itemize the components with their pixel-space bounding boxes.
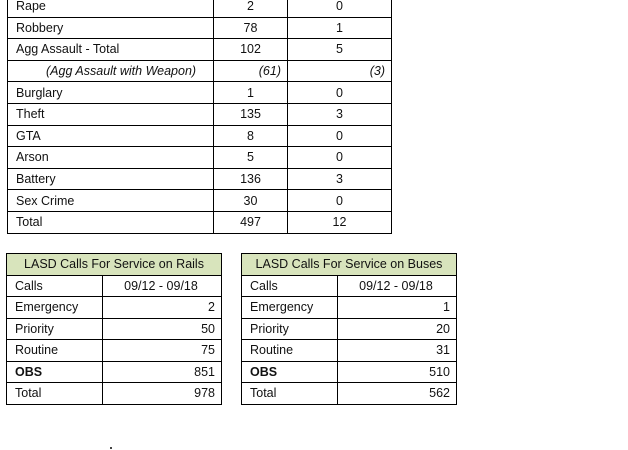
crime-total-label: Total [8, 211, 214, 233]
call-count-cell: 20 [338, 318, 457, 340]
crime-count-cell: 0 [288, 190, 392, 212]
crime-count-cell: 3 [288, 103, 392, 125]
crime-type-label: Robbery [8, 17, 214, 39]
call-type-label: OBS [7, 361, 103, 383]
column-header: Calls [7, 275, 103, 297]
crime-count-cell: 1 [288, 17, 392, 39]
crime-count-cell: 135 [214, 103, 288, 125]
crime-count-cell: 5 [214, 147, 288, 169]
table-row [8, 168, 392, 190]
table-row [242, 340, 457, 362]
table-row [8, 17, 392, 39]
call-total-label: Total [7, 383, 103, 405]
table-header-row [7, 275, 222, 297]
table-row [242, 318, 457, 340]
crime-count-cell: 102 [214, 39, 288, 61]
call-type-label: Emergency [7, 297, 103, 319]
call-count-cell: 510 [338, 361, 457, 383]
stray-mark [110, 447, 112, 449]
call-type-label: OBS [242, 361, 338, 383]
crime-type-label: Burglary [8, 82, 214, 104]
column-header: 09/12 - 09/18 [338, 275, 457, 297]
crime-type-label: Rape [8, 0, 214, 17]
crime-type-label: GTA [8, 125, 214, 147]
table-row [242, 297, 457, 319]
table-row [7, 361, 222, 383]
buses-calls-table [241, 253, 457, 405]
table-row [8, 39, 392, 61]
call-type-label: Priority [242, 318, 338, 340]
table-header-row [242, 275, 457, 297]
crime-type-label: Battery [8, 168, 214, 190]
crime-count-cell: 3 [288, 168, 392, 190]
table-row [8, 190, 392, 212]
table-row [7, 297, 222, 319]
table-row-total [8, 211, 392, 233]
rails-calls-table [6, 253, 222, 405]
table-row [8, 103, 392, 125]
call-total-label: Total [242, 383, 338, 405]
table-row [8, 125, 392, 147]
table-row [7, 318, 222, 340]
table-row [8, 147, 392, 169]
crime-count-cell: 136 [214, 168, 288, 190]
crime-count-cell: 0 [288, 0, 392, 17]
call-count-cell: 31 [338, 340, 457, 362]
crime-count-cell: 8 [214, 125, 288, 147]
crime-total-cell: 497 [214, 211, 288, 233]
crime-count-cell: 78 [214, 17, 288, 39]
call-count-cell: 851 [103, 361, 222, 383]
crime-count-cell: 2 [214, 0, 288, 17]
table-row-total [7, 383, 222, 405]
call-count-cell: 1 [338, 297, 457, 319]
call-total-cell: 978 [103, 383, 222, 405]
crime-count-cell: 30 [214, 190, 288, 212]
crime-stats-table [7, 0, 392, 234]
table-row [242, 361, 457, 383]
crime-type-label: Agg Assault - Total [8, 39, 214, 61]
table-title-row [7, 254, 222, 276]
column-header: 09/12 - 09/18 [103, 275, 222, 297]
crime-type-label: Sex Crime [8, 190, 214, 212]
table-title-row [242, 254, 457, 276]
call-count-cell: 50 [103, 318, 222, 340]
crime-subtype-label: (Agg Assault with Weapon) [8, 60, 214, 82]
crime-count-cell: (3) [288, 60, 392, 82]
table-title: LASD Calls For Service on Buses [242, 254, 457, 276]
crime-total-cell: 12 [288, 211, 392, 233]
table-row-total [242, 383, 457, 405]
call-type-label: Routine [7, 340, 103, 362]
call-count-cell: 75 [103, 340, 222, 362]
crime-count-cell: 0 [288, 82, 392, 104]
call-type-label: Emergency [242, 297, 338, 319]
column-header: Calls [242, 275, 338, 297]
crime-count-cell: 1 [214, 82, 288, 104]
call-type-label: Priority [7, 318, 103, 340]
call-count-cell: 2 [103, 297, 222, 319]
table-title: LASD Calls For Service on Rails [7, 254, 222, 276]
call-total-cell: 562 [338, 383, 457, 405]
crime-count-cell: 5 [288, 39, 392, 61]
crime-count-cell: 0 [288, 125, 392, 147]
table-row [8, 0, 392, 17]
crime-count-cell: (61) [214, 60, 288, 82]
table-row [8, 60, 392, 82]
crime-count-cell: 0 [288, 147, 392, 169]
call-type-label: Routine [242, 340, 338, 362]
table-row [7, 340, 222, 362]
crime-type-label: Theft [8, 103, 214, 125]
crime-type-label: Arson [8, 147, 214, 169]
table-row [8, 82, 392, 104]
